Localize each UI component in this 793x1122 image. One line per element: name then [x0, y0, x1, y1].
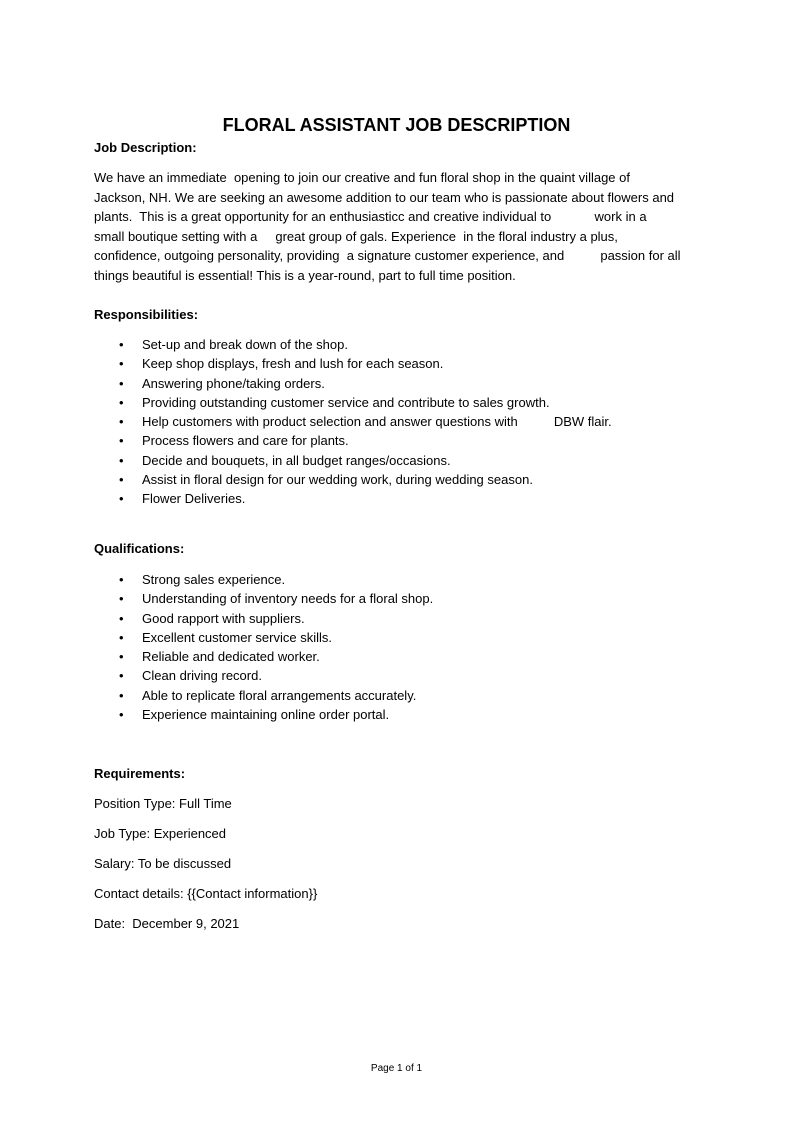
bullet-icon: •	[119, 707, 124, 723]
bullet-icon: •	[119, 591, 124, 607]
salary: Salary: To be discussed	[94, 856, 232, 871]
paragraph-line: Jackson, NH. We are seeking an awesome addition to our team who is passionate about flowers and	[94, 189, 675, 205]
list-item-text: Good rapport with suppliers.	[142, 610, 305, 626]
list-item	[94, 470, 694, 489]
bullet-icon: •	[119, 491, 124, 507]
bullet-icon: •	[119, 375, 124, 391]
document-title: FLORAL ASSISTANT JOB DESCRIPTION	[222, 115, 571, 135]
bullet-icon: •	[119, 433, 124, 449]
list-item	[94, 431, 694, 450]
list-item-text: Clean driving record.	[142, 668, 262, 684]
list-item-text: Experience maintaining online order portal.	[142, 707, 390, 723]
job-description-heading: Job Description:	[94, 140, 197, 155]
list-item	[94, 705, 694, 724]
document-date: Date: December 9, 2021	[94, 916, 240, 931]
list-item	[94, 666, 694, 685]
bullet-icon: •	[119, 629, 124, 645]
list-item	[94, 686, 694, 705]
paragraph-line: plants. This is a great opportunity for an enthusiasticc and creative individual to work in a	[94, 209, 647, 224]
list-item-text: Set-up and break down of the shop.	[142, 337, 348, 352]
bullet-icon: •	[119, 356, 124, 372]
list-item-text: Understanding of inventory needs for a floral shop.	[142, 591, 434, 607]
bullet-icon: •	[119, 649, 124, 665]
list-item	[94, 628, 694, 647]
list-item-text: Excellent customer service skills.	[142, 629, 332, 645]
list-item-text: Keep shop displays, fresh and lush for each season.	[142, 356, 444, 372]
list-item-text: Flower Deliveries.	[142, 491, 246, 507]
list-item-text: Assist in floral design for our wedding work, during wedding season.	[142, 472, 533, 488]
bullet-icon: •	[119, 452, 124, 468]
paragraph-line: confidence, outgoing personality, providing a signature customer experience, and passion for all	[94, 248, 681, 263]
bullet-icon: •	[119, 472, 124, 488]
bullet-icon: •	[119, 394, 124, 410]
list-item-text: Process flowers and care for plants.	[142, 433, 349, 449]
list-item-text: Decide and bouquets, in all budget ranges/occasions.	[142, 452, 451, 468]
list-item	[94, 393, 694, 412]
list-item	[94, 412, 694, 431]
bullet-icon: •	[119, 414, 124, 430]
job-description-paragraph	[94, 168, 696, 285]
job-type: Job Type: Experienced	[94, 826, 227, 841]
list-item-text: Reliable and dedicated worker.	[142, 649, 320, 665]
page-number: Page 1 of 1	[370, 1063, 423, 1074]
bullet-icon: •	[119, 337, 124, 352]
qualifications-heading: Qualifications:	[94, 541, 185, 556]
list-item-text: Strong sales experience.	[142, 572, 286, 587]
list-item	[94, 354, 694, 373]
contact-details: Contact details: {{Contact information}}	[94, 886, 318, 901]
bullet-icon: •	[119, 668, 124, 684]
qualifications-list	[94, 570, 694, 724]
bullet-icon: •	[119, 572, 124, 587]
responsibilities-heading: Responsibilities:	[94, 307, 199, 322]
responsibilities-list	[94, 335, 694, 509]
list-item-text: Providing outstanding customer service and contribute to sales growth.	[142, 394, 550, 410]
list-item-text: Help customers with product selection and answer questions with DBW flair.	[142, 414, 612, 430]
list-item	[94, 589, 694, 608]
paragraph-line: things beautiful is essential! This is a year-round, part to full time position.	[94, 267, 516, 283]
position-type: Position Type: Full Time	[94, 796, 232, 811]
list-item	[94, 374, 694, 393]
list-item	[94, 609, 694, 628]
list-item	[94, 451, 694, 470]
list-item	[94, 570, 694, 589]
list-item-text: Able to replicate floral arrangements accurately.	[142, 687, 417, 703]
bullet-icon: •	[119, 687, 124, 703]
list-item	[94, 489, 694, 508]
list-item	[94, 335, 694, 354]
list-item-text: Answering phone/taking orders.	[142, 375, 325, 391]
paragraph-line: We have an immediate opening to join our creative and fun floral shop in the quaint village of	[94, 170, 630, 185]
bullet-icon: •	[119, 610, 124, 626]
list-item	[94, 647, 694, 666]
requirements-heading: Requirements:	[94, 766, 186, 781]
paragraph-line: small boutique setting with a great group of gals. Experience in the floral industry a plus,	[94, 228, 618, 244]
